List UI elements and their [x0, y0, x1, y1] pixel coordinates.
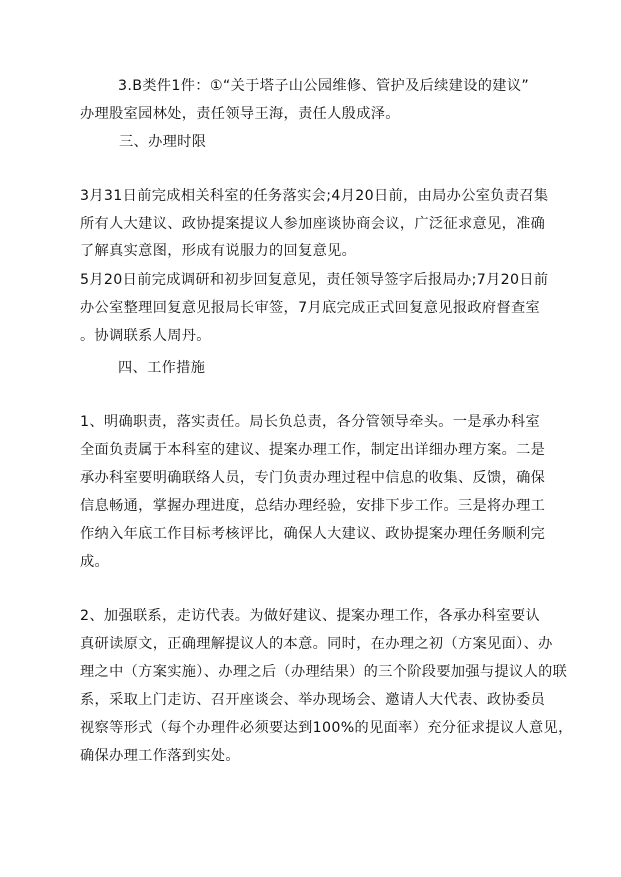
measure-2-line-4: 系，采取上门走访、召开座谈会、举办现场会、邀请人大代表、政协委员: [80, 692, 546, 708]
measure-2-line-6: 确保办理工作落到实处。: [80, 748, 240, 764]
measure-2-line-5: 视察等形式（每个办理件必须要达到100%的见面率）充分征求提议人意见，: [80, 720, 573, 736]
item-3b-line-1: 3.B类件1件：①“关于塔子山公园维修、管护及后续建设的建议”: [118, 78, 530, 94]
deadline-paragraph-line-4: 5月20日前完成调研和初步回复意见，责任领导签字后报局办;7月20日前: [80, 272, 549, 288]
deadline-paragraph-line-6: 。协调联系人周丹。: [80, 328, 211, 344]
deadline-paragraph-line-1: 3月31日前完成相关科室的任务落实会;4月20日前，由局办公室负责召集: [80, 188, 549, 204]
deadline-paragraph-line-5: 办公室整理回复意见报局长审签，7月底完成正式回复意见报政府督查室: [80, 300, 541, 316]
deadline-paragraph-line-2: 所有人大建议、政协提案提议人参加座谈协商会议，广泛征求意见，准确: [80, 216, 546, 232]
section-heading-measures: 四、工作措施: [118, 360, 206, 376]
measure-2-line-1: 2、加强联系，走访代表。为做好建议、提案办理工作，各承办科室要认: [80, 608, 541, 624]
measure-1-line-5: 作纳入年底工作目标考核评比，确保人大建议、政协提案办理任务顺利完: [80, 526, 546, 542]
measure-1-line-6: 成。: [80, 554, 110, 570]
measure-2-line-3: 理之中（方案实施）、办理之后（办理结果）的三个阶段要加强与提议人的联: [80, 664, 568, 680]
item-3b-line-2: 办理股室园林处，责任领导王海，责任人殷成泽。: [80, 106, 400, 122]
measure-1-line-4: 信息畅通，掌握办理进度，总结办理经验，安排下步工作。三是将办理工: [80, 498, 546, 514]
measure-1-line-3: 承办科室要明确联络人员，专门负责办理过程中信息的收集、反馈，确保: [80, 470, 546, 486]
measure-1-line-2: 全面负责属于本科室的建议、提案办理工作，制定出详细办理方案。二是: [80, 442, 546, 458]
section-heading-deadline: 三、办理时限: [119, 134, 207, 150]
measure-1-line-1: 1、明确职责，落实责任。局长负总责，各分管领导牵头。一是承办科室: [80, 414, 541, 430]
measure-2-line-2: 真研读原文，正确理解提议人的本意。同时，在办理之初（方案见面）、办: [80, 636, 553, 652]
deadline-paragraph-line-3: 了解真实意图，形成有说服力的回复意见。: [80, 243, 357, 259]
